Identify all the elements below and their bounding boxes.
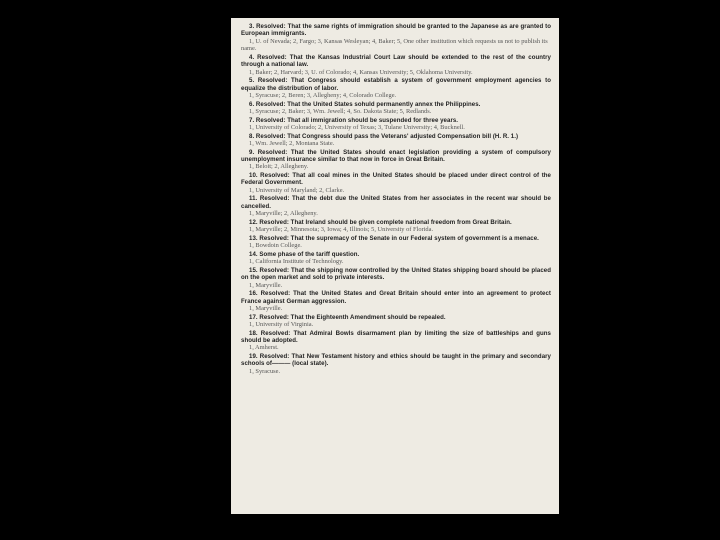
entry-12 bbox=[241, 219, 551, 234]
vote-list: 1, University of Maryland; 2, Clarke. bbox=[249, 186, 345, 194]
vote-list: 1, California Institute of Technology. bbox=[249, 258, 344, 266]
entry-10 bbox=[241, 172, 551, 194]
resolution-text: 16. Resolved: That the United States and Great Britain should enter into an agreement to protect France against German aggression. bbox=[241, 290, 551, 305]
vote-list: 1, Syracuse. bbox=[249, 367, 281, 375]
resolution-text: 9. Resolved: That the United States should enact legislation providing a system of compulsory unemployment insurance similar to that now in force in Great Britain. bbox=[241, 148, 551, 164]
resolution-text: 12. Resolved: That Ireland should be given complete national freedom from Great Britain. bbox=[249, 218, 512, 226]
entry-19 bbox=[241, 353, 551, 375]
entry-6 bbox=[241, 101, 551, 116]
vote-list: 1, Amherst. bbox=[249, 344, 279, 352]
resolution-text: 6. Resolved: That the United States sohuld permanently annex the Philippines. bbox=[249, 100, 481, 108]
vote-list: 1, Maryville; 2, Minnesota; 3, Iowa; 4, Illinois; 5, University of Florida. bbox=[249, 226, 434, 234]
entry-17 bbox=[241, 314, 551, 329]
vote-list: 1, University of Virginia. bbox=[249, 321, 314, 329]
vote-list: 1, Maryville. bbox=[249, 281, 283, 289]
vote-list: 1, Bowdoin College. bbox=[249, 242, 302, 250]
resolution-text: 19. Resolved: That New Testament history and ethics should be taught in the primary and secondary schools of——— (local state). bbox=[241, 353, 551, 368]
entry-3 bbox=[241, 23, 551, 53]
vote-list: 1, U. of Nevada; 2, Fargo; 3, Kansas Wesleyan; 4, Baker; 5, One other institution which requests us not to publish its name. bbox=[241, 37, 548, 53]
resolution-text: 11. Resolved: That the debt due the United States from her associates in the recent war should be cancelled. bbox=[241, 195, 551, 210]
entry-15 bbox=[241, 267, 551, 289]
entry-8 bbox=[241, 133, 551, 148]
resolution-text: 17. Resolved: That the Eighteenth Amendment should be repealed. bbox=[249, 313, 446, 321]
vote-list: 1, Beloit; 2, Allegheny. bbox=[249, 163, 309, 171]
document-page bbox=[231, 18, 559, 514]
entry-7 bbox=[241, 117, 551, 132]
entry-4 bbox=[241, 54, 551, 76]
resolution-text: 10. Resolved: That all coal mines in the United States should be placed under direct control of the Federal Government. bbox=[241, 172, 551, 187]
resolution-text: 4. Resolved: That the Kansas Industrial Court Law should be extended to the rest of the country through a national law. bbox=[241, 53, 551, 69]
entry-14 bbox=[241, 251, 551, 266]
entry-18 bbox=[241, 330, 551, 352]
resolution-text: 15. Resolved: That the shipping now controlled by the United States shipping board should be placed on the open market and sold to private interests. bbox=[241, 266, 551, 282]
vote-list: 1, Syracuse; 2, Beren; 3, Allegheny; 4, Colorado College. bbox=[249, 92, 397, 100]
entry-9 bbox=[241, 149, 551, 171]
resolution-text: 5. Resolved: That Congress should establish a system of government employment agencies to equalize the distribution of labor. bbox=[241, 77, 551, 92]
vote-list: 1, Maryville; 2, Allegheny. bbox=[249, 210, 318, 218]
resolution-text: 7. Resolved: That all immigration should be suspended for three years. bbox=[249, 116, 459, 124]
vote-list: 1, Maryville. bbox=[249, 305, 283, 313]
vote-list: 1, Baker; 2, Harvard; 3, U. of Colorado; 4, Kansas University; 5, Oklahoma University. bbox=[249, 68, 473, 76]
entry-16 bbox=[241, 290, 551, 312]
entry-13 bbox=[241, 235, 551, 250]
resolution-text: 3. Resolved: That the same rights of immigration should be granted to the Japanese as are granted to European immigrants. bbox=[241, 23, 551, 38]
resolution-text: 8. Resolved: That Congress should pass the Veterans' adjusted Compensation bill (H. R. 1.) bbox=[249, 132, 519, 140]
resolution-text: 13. Resolved: That the supremacy of the Senate in our Federal system of government is a menace. bbox=[249, 234, 539, 242]
entry-11 bbox=[241, 195, 551, 217]
entry-5 bbox=[241, 77, 551, 99]
resolution-text: 14. Some phase of the tariff question. bbox=[249, 250, 360, 258]
vote-list: 1, University of Colorado; 2, University of Texas; 3, Tulane University; 4, Bucknell. bbox=[249, 124, 465, 132]
resolution-text: 18. Resolved: That Admiral Bowls disarmament plan by limiting the size of battleships and guns should be adopted. bbox=[241, 329, 551, 345]
vote-list: 1, Syracuse; 2, Baker; 3, Wm. Jewell; 4, So. Dakota State; 5, Redlands. bbox=[249, 108, 432, 116]
vote-list: 1, Wm. Jewell; 2, Montana State. bbox=[249, 140, 335, 148]
